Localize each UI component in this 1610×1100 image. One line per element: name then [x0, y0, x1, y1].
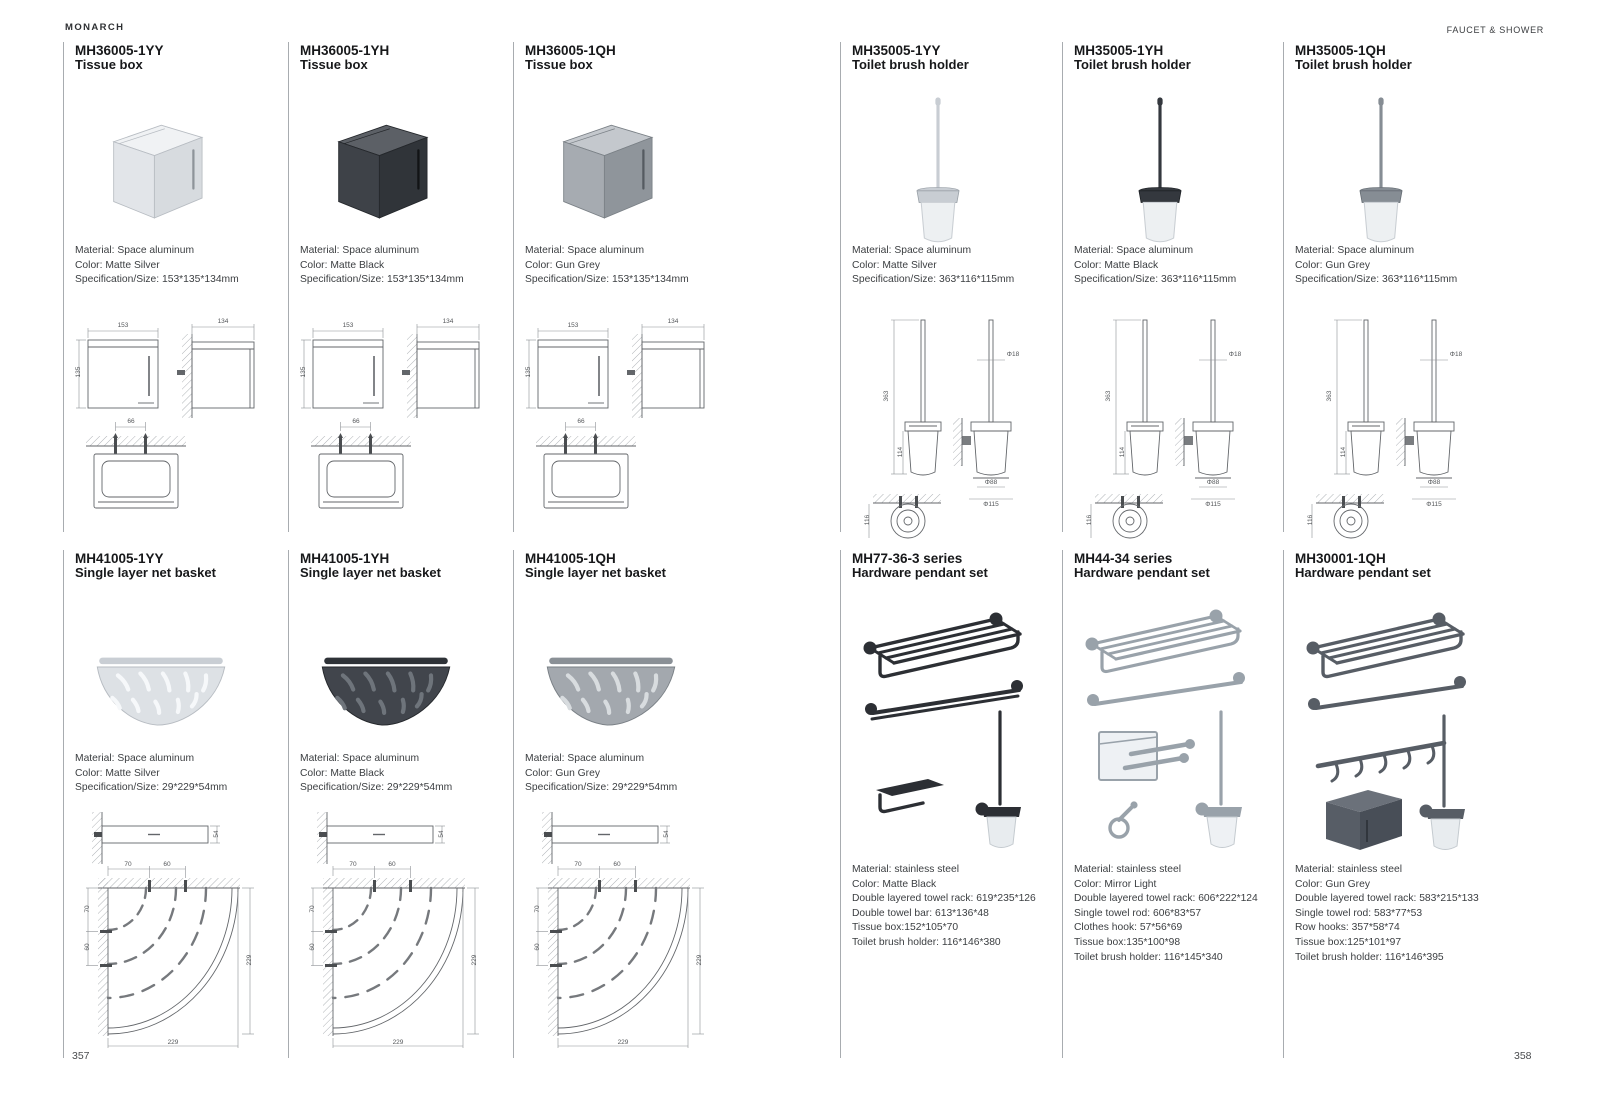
tissue-box-drawing — [70, 310, 280, 515]
spec-line: Specification/Size: 153*135*134mm — [300, 274, 464, 286]
spec-line: Specification/Size: 363*116*115mm — [1295, 274, 1458, 286]
pendant-set-photo — [1292, 596, 1492, 858]
dim-label: Φ88 — [1206, 479, 1220, 486]
dim-label: 116 — [1086, 514, 1093, 526]
dim-label: 70 — [574, 861, 582, 868]
dim-label: 54 — [438, 830, 445, 838]
brand-logo: MONARCH — [65, 22, 125, 33]
product-specs — [1074, 244, 1236, 288]
net-basket-photo — [536, 652, 686, 741]
spec-line: Specification/Size: 29*229*54mm — [300, 782, 453, 794]
product-specs — [525, 752, 677, 796]
spec-line: Color: Matte Silver — [75, 767, 160, 779]
net-basket-photo — [311, 652, 461, 741]
product-code: MH44-34 series — [1074, 551, 1173, 566]
product-specs — [300, 244, 464, 288]
net-basket-drawing-svg — [303, 806, 488, 1054]
spec-line: Material: Space aluminum — [1074, 245, 1194, 256]
spec-line: Row hooks: 357*58*74 — [1295, 922, 1400, 934]
toilet-brush-drawing — [1300, 308, 1490, 543]
dim-label: Φ115 — [1205, 501, 1221, 508]
spec-line: Color: Gun Grey — [1295, 878, 1370, 890]
spec-line: Tissue box:152*105*70 — [852, 922, 959, 934]
dim-label: 363 — [1326, 390, 1333, 402]
pendant-set-photo — [849, 596, 1049, 858]
page-number-right: 358 — [1514, 1050, 1532, 1062]
dim-label: Φ88 — [984, 479, 998, 486]
spec-line: Material: Space aluminum — [300, 245, 420, 256]
tissue-box-photo — [92, 114, 222, 231]
product-code: MH36005-1YY — [75, 43, 164, 58]
dim-label: Φ115 — [983, 501, 999, 508]
spec-line: Single towel rod: 583*77*53 — [1295, 907, 1423, 919]
spec-line: Tissue box:135*100*98 — [1074, 936, 1181, 948]
dim-label: 54 — [213, 830, 220, 838]
product-cell — [63, 550, 289, 1058]
dim-label: 66 — [352, 418, 360, 425]
dim-label: 135 — [525, 366, 532, 378]
dim-label: 60 — [534, 943, 541, 951]
product-name: Toilet brush holder — [1295, 57, 1412, 72]
tissue-box-drawing — [295, 310, 505, 515]
spec-line: Material: stainless steel — [852, 864, 960, 875]
dim-label: 114 — [897, 446, 904, 458]
dim-label: 114 — [1340, 446, 1347, 458]
dim-label: 60 — [163, 861, 171, 868]
product-cell — [1283, 550, 1509, 1058]
dim-label: Φ115 — [1426, 501, 1442, 508]
product-code: MH35005-1YH — [1074, 43, 1164, 58]
toilet-brush-drawing-svg — [857, 308, 1047, 543]
dim-label: 60 — [84, 943, 91, 951]
product-specs — [852, 863, 1036, 951]
product-specs — [300, 752, 452, 796]
section-title: FAUCET & SHOWER — [1446, 25, 1544, 35]
tissue-box-drawing-svg — [520, 310, 730, 515]
spec-line: Color: Gun Grey — [525, 259, 600, 271]
spec-line: Color: Gun Grey — [525, 767, 600, 779]
spec-line: Material: Space aluminum — [852, 245, 972, 256]
product-cell — [1283, 42, 1509, 532]
toilet-brush-drawing-svg — [1300, 308, 1490, 543]
product-name: Single layer net basket — [300, 565, 441, 580]
spec-line: Color: Matte Black — [300, 767, 385, 779]
spec-line: Material: Space aluminum — [1295, 245, 1415, 256]
dim-label: 54 — [663, 830, 670, 838]
dim-label: 116 — [1307, 514, 1314, 526]
dim-label: 153 — [342, 322, 354, 329]
pendant-set-photo — [1071, 596, 1271, 858]
dim-label: 229 — [617, 1039, 629, 1046]
spec-line: Color: Mirror Light — [1074, 878, 1157, 890]
dim-label: 114 — [1119, 446, 1126, 458]
spec-line: Specification/Size: 153*135*134mm — [75, 274, 239, 286]
spec-line: Toilet brush holder: 116*146*380 — [852, 936, 1001, 948]
product-cell — [840, 550, 1066, 1058]
spec-line: Double layered towel rack: 606*222*124 — [1074, 893, 1258, 905]
spec-line: Clothes hook: 57*56*69 — [1074, 922, 1183, 934]
product-specs — [525, 244, 689, 288]
product-code: MH35005-1YY — [852, 43, 941, 58]
spec-line: Material: Space aluminum — [75, 753, 195, 764]
product-specs — [1295, 863, 1479, 965]
product-code: MH35005-1QH — [1295, 43, 1386, 58]
net-basket-photo — [86, 652, 236, 741]
dim-label: 134 — [667, 318, 679, 325]
product-name: Toilet brush holder — [852, 57, 969, 72]
dim-label: Φ88 — [1427, 479, 1441, 486]
net-basket-drawing — [528, 806, 713, 1054]
product-code: MH41005-1YY — [75, 551, 164, 566]
product-name: Toilet brush holder — [1074, 57, 1191, 72]
toilet-brush-photo — [1118, 94, 1202, 252]
product-name: Hardware pendant set — [852, 565, 988, 580]
product-name: Single layer net basket — [75, 565, 216, 580]
spec-line: Material: Space aluminum — [525, 245, 645, 256]
dim-label: 70 — [349, 861, 357, 868]
spec-line: Color: Matte Silver — [852, 259, 937, 271]
product-name: Hardware pendant set — [1074, 565, 1210, 580]
tissue-box-drawing — [520, 310, 730, 515]
toilet-brush-photo — [1339, 94, 1423, 252]
dim-label: 153 — [567, 322, 579, 329]
spec-line: Toilet brush holder: 116*146*395 — [1295, 951, 1444, 963]
dim-label: 135 — [75, 366, 82, 378]
product-cell — [1062, 42, 1288, 532]
product-cell — [513, 42, 739, 532]
product-code: MH41005-1YH — [300, 551, 390, 566]
spec-line: Material: Space aluminum — [525, 753, 645, 764]
net-basket-drawing-svg — [78, 806, 263, 1054]
dim-label: 60 — [388, 861, 396, 868]
spec-line: Double layered towel rack: 619*235*126 — [852, 893, 1036, 905]
dim-label: 66 — [577, 418, 585, 425]
product-cell — [288, 42, 514, 532]
dim-label: 229 — [392, 1039, 404, 1046]
product-name: Tissue box — [525, 57, 593, 72]
spec-line: Specification/Size: 29*229*54mm — [525, 782, 678, 794]
product-name: Single layer net basket — [525, 565, 666, 580]
spec-line: Color: Matte Black — [1074, 259, 1159, 271]
spec-line: Double towel bar: 613*136*48 — [852, 907, 989, 919]
dim-label: 70 — [534, 905, 541, 913]
toilet-brush-photo — [896, 94, 980, 252]
net-basket-drawing — [303, 806, 488, 1054]
product-name: Tissue box — [300, 57, 368, 72]
product-cell — [63, 42, 289, 532]
product-cell — [840, 42, 1066, 532]
dim-label: 66 — [127, 418, 135, 425]
product-specs — [1074, 863, 1258, 965]
dim-label: 229 — [471, 954, 478, 966]
spec-line: Double layered towel rack: 583*215*133 — [1295, 893, 1479, 905]
product-code: MH36005-1QH — [525, 43, 616, 58]
dim-label: 363 — [1105, 390, 1112, 402]
dim-label: 60 — [309, 943, 316, 951]
product-cell — [1062, 550, 1288, 1058]
product-specs — [1295, 244, 1457, 288]
spec-line: Specification/Size: 363*116*115mm — [1074, 274, 1237, 286]
toilet-brush-drawing — [1079, 308, 1269, 543]
page-number-left: 357 — [72, 1050, 90, 1062]
spec-line: Material: Space aluminum — [75, 245, 195, 256]
spec-line: Color: Matte Black — [300, 259, 385, 271]
spec-line: Color: Gun Grey — [1295, 259, 1370, 271]
product-name: Tissue box — [75, 57, 143, 72]
dim-label: 229 — [696, 954, 703, 966]
dim-label: 135 — [300, 366, 307, 378]
spec-line: Color: Matte Black — [852, 878, 937, 890]
spec-line: Tissue box:125*101*97 — [1295, 936, 1402, 948]
product-specs — [75, 244, 239, 288]
toilet-brush-drawing — [857, 308, 1047, 543]
dim-label: 229 — [246, 954, 253, 966]
dim-label: 363 — [883, 390, 890, 402]
spec-line: Color: Matte Silver — [75, 259, 160, 271]
tissue-box-photo — [317, 114, 447, 231]
net-basket-drawing-svg — [528, 806, 713, 1054]
dim-label: 70 — [124, 861, 132, 868]
product-code: MH36005-1YH — [300, 43, 390, 58]
dim-label: 153 — [117, 322, 129, 329]
product-cell — [288, 550, 514, 1058]
dim-label: 134 — [442, 318, 454, 325]
product-name: Hardware pendant set — [1295, 565, 1431, 580]
spec-line: Specification/Size: 363*116*115mm — [852, 274, 1015, 286]
product-specs — [852, 244, 1014, 288]
product-code: MH77-36-3 series — [852, 551, 963, 566]
spec-line: Material: stainless steel — [1295, 864, 1403, 875]
product-specs — [75, 752, 227, 796]
net-basket-drawing — [78, 806, 263, 1054]
dim-label: 70 — [84, 905, 91, 913]
product-code: MH30001-1QH — [1295, 551, 1386, 566]
spec-line: Specification/Size: 153*135*134mm — [525, 274, 689, 286]
spec-line: Toilet brush holder: 116*145*340 — [1074, 951, 1223, 963]
spec-line: Material: stainless steel — [1074, 864, 1182, 875]
spec-line: Single towel rod: 606*83*57 — [1074, 907, 1202, 919]
dim-label: Φ18 — [1449, 351, 1463, 358]
dim-label: 60 — [613, 861, 621, 868]
toilet-brush-drawing-svg — [1079, 308, 1269, 543]
dim-label: 134 — [217, 318, 229, 325]
tissue-box-drawing-svg — [295, 310, 505, 515]
dim-label: 116 — [864, 514, 871, 526]
dim-label: 229 — [167, 1039, 179, 1046]
spec-line: Material: Space aluminum — [300, 753, 420, 764]
dim-label: 70 — [309, 905, 316, 913]
tissue-box-drawing-svg — [70, 310, 280, 515]
dim-label: Φ18 — [1006, 351, 1020, 358]
spec-line: Specification/Size: 29*229*54mm — [75, 782, 228, 794]
tissue-box-photo — [542, 114, 672, 231]
product-code: MH41005-1QH — [525, 551, 616, 566]
dim-label: Φ18 — [1228, 351, 1242, 358]
product-cell — [513, 550, 739, 1058]
